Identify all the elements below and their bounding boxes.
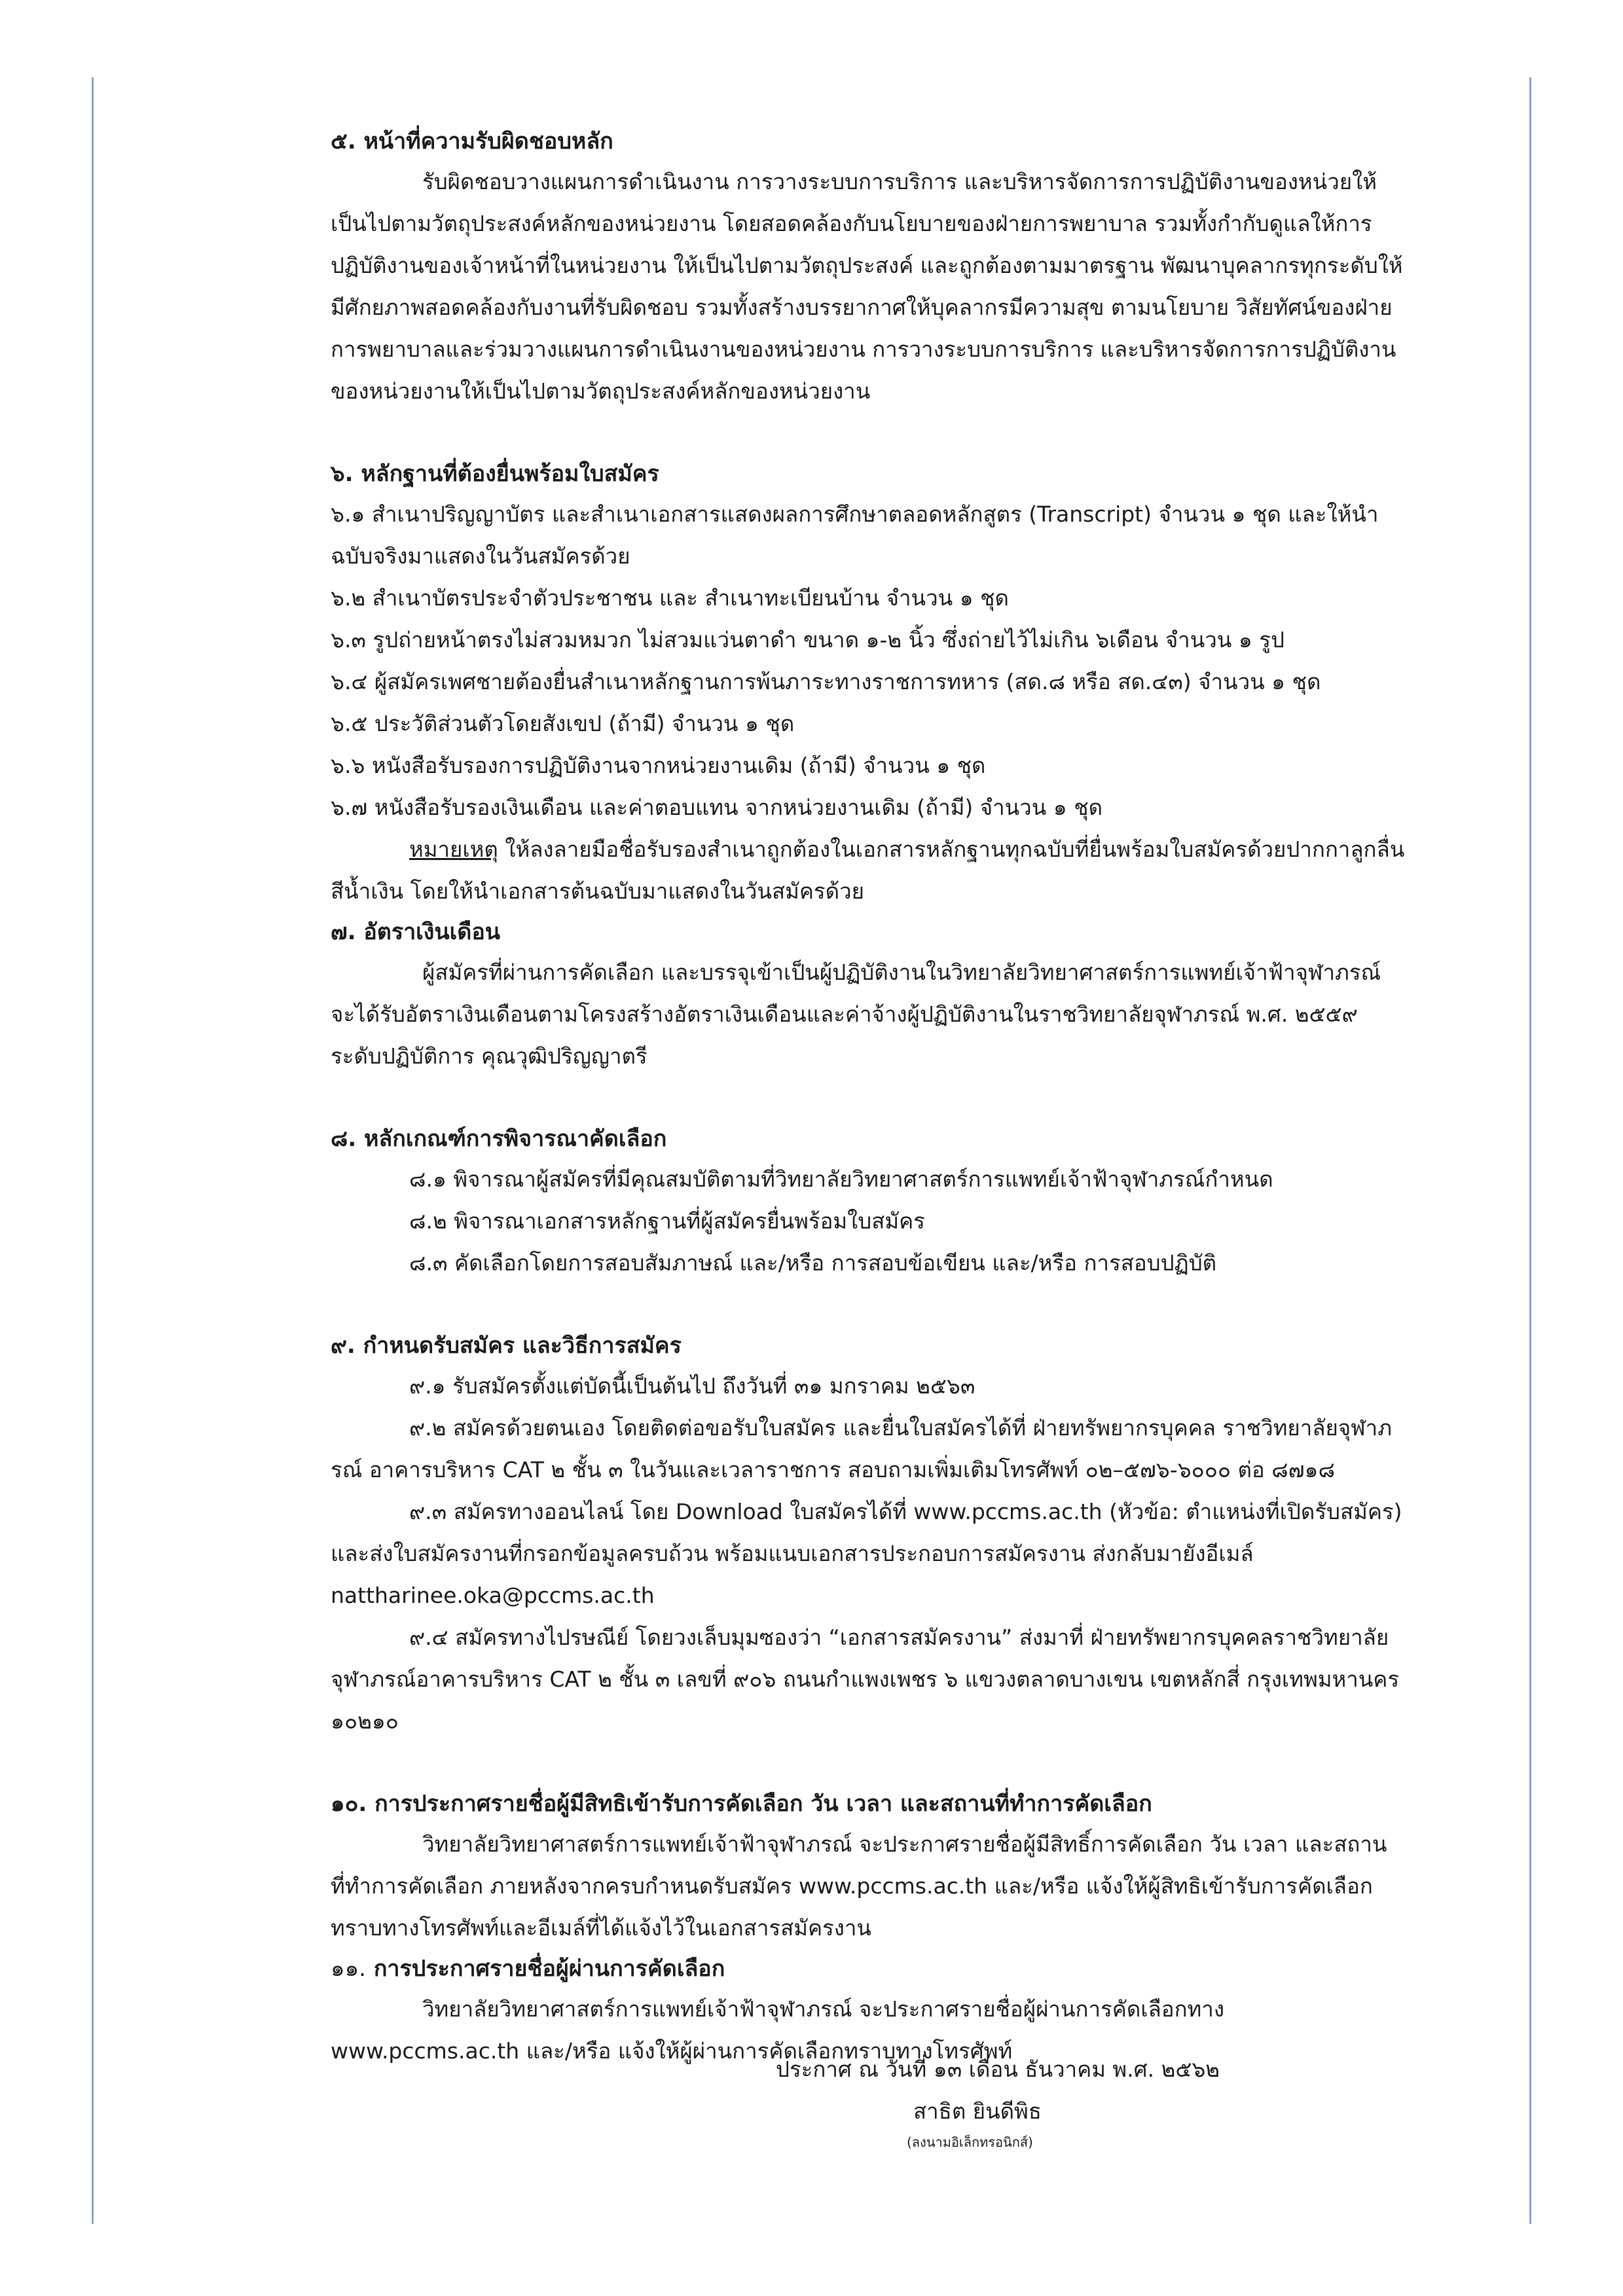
- section-8-heading: ๘. หลักเกณฑ์การพิจารณาคัดเลือก: [331, 1126, 667, 1152]
- section-11-title: การประกาศรายชื่อผู้ผ่านการคัดเลือก: [373, 1956, 725, 1982]
- section-5-heading: ๕. หน้าที่ความรับผิดชอบหลัก: [331, 128, 613, 154]
- section-11-heading: [331, 1949, 1411, 1988]
- section-6-item-7: ๖.๗ หนังสือรับรองเงินเดือน และค่าตอบแทน จากหน่วยงานเดิม (ถ้ามี) จำนวน ๑ ชุด: [331, 795, 1103, 820]
- signatory-name: สาธิต ยินดีพิธ: [913, 2098, 1042, 2124]
- electronic-signature-note: (ลงนามอิเล็กทรอนิกส์): [907, 2134, 1033, 2150]
- section-6-note: [331, 829, 1411, 912]
- section-7-heading: ๗. อัตราเงินเดือน: [331, 919, 501, 945]
- section-6-item-1: ๖.๑ สำเนาปริญญาบัตร และสำเนาเอกสารแสดงผลการศึกษาตลอดหลักสูตร (Transcript) จำนวน ๑ ชุด และให้นำฉบับจริงมาแสดงในวันสมัครด้วย: [331, 501, 1379, 569]
- section-9-item-1: ๙.๑ รับสมัครตั้งแต่บัดนี้เป็นต้นไป ถึงวันที่ ๓๑ มกราคม ๒๕๖๓: [409, 1373, 976, 1399]
- section-6-heading: ๖. หลักฐานที่ต้องยื่นพร้อมใบสมัคร: [331, 461, 659, 487]
- section-9-heading: ๙. กำหนดรับสมัคร และวิธีการสมัคร: [331, 1333, 682, 1359]
- section-11-number: ๑๑.: [331, 1956, 366, 1982]
- section-6-item-2: ๖.๒ สำเนาบัตรประจำตัวประชาชน และ สำเนาทะเบียนบ้าน จำนวน ๑ ชุด: [331, 585, 1009, 611]
- section-10-heading: ๑๐. การประกาศรายชื่อผู้มีสิทธิเข้ารับการคัดเลือก วัน เวลา และสถานที่ทำการคัดเลือก: [331, 1791, 1152, 1817]
- section-7-body: ผู้สมัครที่ผ่านการคัดเลือก และบรรจุเข้าเป็นผู้ปฏิบัติงานในวิทยาลัยวิทยาศาสตร์การแพทย์เจ้าฟ้าจุฬาภรณ์ จะได้รับอัตราเงินเดือนตามโครงสร้างอัตราเงินเดือนและค่าจ้างผู้ปฏิบัติงานในราชวิทยาลัยจุฬาภรณ์ พ.ศ. ๒๕๕๙ ระดับปฏิบัติการ คุณวุฒิปริญญาตรี: [331, 960, 1381, 1069]
- section-9-item-2: ๙.๒ สมัครด้วยตนเอง โดยติดต่อขอรับใบสมัคร และยื่นใบสมัครได้ที่ ฝ่ายทรัพยากรบุคคล ราชวิทยาลัยจุฬาภรณ์ อาคารบริหาร CAT ๒ ชั้น ๓ ในวันและเวลาราชการ สอบถามเพิ่มเติมโทรศัพท์ ๐๒–๕๗๖-๖๐๐๐ ต่อ ๘๗๑๘: [331, 1415, 1392, 1482]
- right-margin-rule: [1529, 77, 1531, 2224]
- section-6-item-5: ๖.๕ ประวัติส่วนตัวโดยสังเขป (ถ้ามี) จำนวน ๑ ชุด: [331, 711, 795, 736]
- section-9-item-3: ๙.๓ สมัครทางออนไลน์ โดย Download ใบสมัครได้ที่ www.pccms.ac.th (หัวข้อ: ตำแหน่งที่เปิดรับสมัคร) และส่งใบสมัครงานที่กรอกข้อมูลครบถ้วน พร้อมแนบเอกสารประกอบการสมัครงาน ส่งกลับมายังอีเมล์ nattharinee.oka@pccms.ac.th: [331, 1499, 1402, 1608]
- section-6-item-3: ๖.๓ รูปถ่ายหน้าตรงไม่สวมหมวก ไม่สวมแว่นตาดำ ขนาด ๑-๒ นิ้ว ซึ่งถ่ายไว้ไม่เกิน ๖เดือน จำนวน ๑ รูป: [331, 627, 1285, 653]
- section-6-item-4: ๖.๔ ผู้สมัครเพศชายต้องยื่นสำเนาหลักฐานการพ้นภาระทางราชการทหาร (สด.๘ หรือ สด.๔๓) จำนวน ๑ ชุด: [331, 669, 1321, 694]
- note-label: หมายเหตุ: [409, 836, 498, 862]
- section-11-body: วิทยาลัยวิทยาศาสตร์การแพทย์เจ้าฟ้าจุฬาภรณ์ จะประกาศรายชื่อผู้ผ่านการคัดเลือกทาง www.pccms.ac.th และ/หรือ แจ้งให้ผู้ผ่านการคัดเลือกทราบทางโทรศัพท์: [331, 1996, 1224, 2064]
- section-8-item-1: ๘.๑ พิจารณาผู้สมัครที่มีคุณสมบัติตามที่วิทยาลัยวิทยาศาสตร์การแพทย์เจ้าฟ้าจุฬาภรณ์กำหนด: [409, 1166, 1273, 1192]
- section-5-body: รับผิดชอบวางแผนการดำเนินงาน การวางระบบการบริการ และบริหารจัดการการปฏิบัติงานของหน่วยให้เป็นไปตามวัตถุประสงค์หลักของหน่วยงาน โดยสอดคล้องกับนโยบายของฝ่ายการพยาบาล รวมทั้งกำกับดูแลให้การปฏิบัติงานของเจ้าหน้าที่ในหน่วยงาน ให้เป็นไปตามวัตถุประสงค์ และถูกต้องตามมาตรฐาน พัฒนาบุคลากรทุกระดับให้มีศักยภาพสอดคล้องกับงานที่รับผิดชอบ รวมทั้งสร้างบรรยากาศให้บุคลากรมีความสุข ตามนโยบาย วิสัยทัศน์ของฝ่ายการพยาบาลและร่วมวางแผนการดำเนินงานของหน่วยงาน การวางระบบการบริการ และบริหารจัดการการปฏิบัติงานของหน่วยงานให้เป็นไปตามวัตถุประสงค์หลักของหน่วยงาน: [331, 169, 1403, 404]
- section-9-item-4: ๙.๔ สมัครทางไปรษณีย์ โดยวงเล็บมุมซองว่า “เอกสารสมัครงาน” ส่งมาที่ ฝ่ายทรัพยากรบุคคลราชวิทยาลัยจุฬาภรณ์อาคารบริหาร CAT ๒ ชั้น ๓ เลขที่ ๙๐๖ ถนนกำแพงเพชร ๖ แขวงตลาดบางเขน เขตหลักสี่ กรุงเทพมหานคร ๑๐๒๑๐: [331, 1624, 1400, 1734]
- announcement-date: ประกาศ ณ วันที่ ๑๓ เดือน ธันวาคม พ.ศ. ๒๕๖๒: [776, 2056, 1220, 2082]
- section-10-body: วิทยาลัยวิทยาศาสตร์การแพทย์เจ้าฟ้าจุฬาภรณ์ จะประกาศรายชื่อผู้มีสิทธิ์การคัดเลือก วัน เวลา และสถานที่ทำการคัดเลือก ภายหลังจากครบกำหนดรับสมัคร www.pccms.ac.th และ/หรือ แจ้งให้ผู้สิทธิเข้ารับการคัดเลือกทราบทางโทรศัพท์และอีเมล์ที่ได้แจ้งไว้ในเอกสารสมัครงาน: [331, 1831, 1387, 1941]
- section-6-item-6: ๖.๖ หนังสือรับรองการปฏิบัติงานจากหน่วยงานเดิม (ถ้ามี) จำนวน ๑ ชุด: [331, 753, 986, 778]
- signature-block: [776, 2049, 1365, 2152]
- section-8-item-2: ๘.๒ พิจารณาเอกสารหลักฐานที่ผู้สมัครยื่นพร้อมใบสมัคร: [409, 1208, 925, 1234]
- section-8-item-3: ๘.๓ คัดเลือกโดยการสอบสัมภาษณ์ และ/หรือ การสอบข้อเขียน และ/หรือ การสอบปฏิบัติ: [409, 1250, 1217, 1276]
- document-body: [331, 122, 1411, 2072]
- note-text: ให้ลงลายมือชื่อรับรองสำเนาถูกต้องในเอกสารหลักฐานทุกฉบับที่ยื่นพร้อมใบสมัครด้วยปากกาลูกลื่นสีน้ำเงิน โดยให้นำเอกสารต้นฉบับมาแสดงในวันสมัครด้วย: [331, 836, 1405, 904]
- left-margin-rule: [92, 77, 94, 2224]
